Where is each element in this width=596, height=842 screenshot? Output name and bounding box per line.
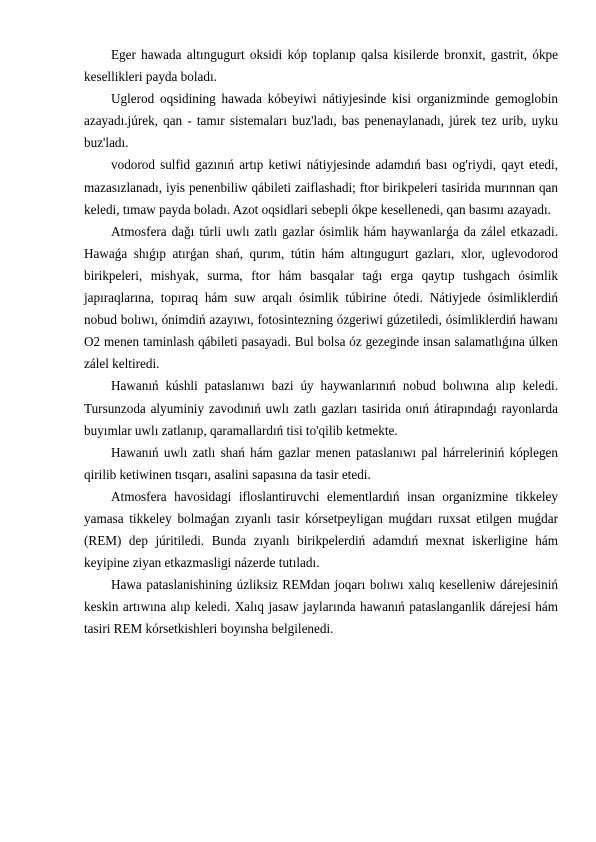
paragraph: Eger hawada altıngugurt oksidi kóp toplanıp qalsa kisilerde bronxit, gastrit, ókpe kesellikleri payda boladı. (84, 47, 558, 85)
document-page (84, 44, 558, 641)
paragraph: Hawa pataslanishining úzliksiz REMdan joqarı bolıwı xalıq keselleniw dárejesiniń keskin artıwına alıp keledi. Xalıq jasaw jaylarında hawanıń pataslanganlik dárejesi hám tasiri REM kórsetkishleri boyınsha belgilenedi. (84, 577, 558, 637)
paragraph: Atmosfera dağı túrli uwlı zatlı gazlar ósimlik hám haywanlarǵa da zálel etkazadi. Hawaǵa shıǵıp atırǵan shań, qurım, tútin hám altıngugurt gazları, xlor, uglevodorod birikpeleri, mishyak, surma, ftor hám basqalar taǵı erga qaytıp tushgach ósimlik japıraqlarına, topıraq hám suw arqalı ósimlik túbirine ótedi. Nátiyjede ósimliklerdiń nobud bolıwı, ónimdiń azayıwı, fotosintezning ózgeriwi gúzetiledi, ósimliklerdiń hawanı O2 menen taminlash qábileti pasayadi. Bul bolsa óz gezeginde insan salamatlıǵına úlken zálel keltiredi. (84, 223, 558, 372)
paragraph: vodorod sulfid gazınıń artıp ketiwi nátiyjesinde adamdıń bası og'riydi, qayt etedi, mazasızlanadı, iyis penenbiliw qábileti zaiflashadi; ftor birikpeleri tasirida murınnan qan keledi, tımaw payda boladı. Azot oqsidlari sebepli ókpe kesellenedi, qan basımı azayadı. (84, 157, 558, 217)
paragraph: Uglerod oqsidining hawada kóbeyiwi nátiyjesinde kisi organizminde gemoglobin azayadı.júrek, qan - tamır sistemaları buz'ladı, bas penenaylanadı, júrek tez urib, uyku buz'ladı. (84, 91, 558, 151)
paragraph: Atmosfera havosidagi ifloslantiruvchi elementlardıń insan organizmine tikkeley yamasa tikkeley bolmaǵan zıyanlı tasir kórsetpeyligan muǵdarı ruxsat etilgen muǵdar (REM) dep júritiledi. Bunda zıyanlı birikpelerdiń adamdıń mexnat iskerligine hám keyipine ziyan etkazmasligi názerde tutıladı. (84, 488, 558, 571)
paragraph: Hawanıń uwlı zatlı shań hám gazlar menen pataslanıwı pal hárreleriniń kóplegen qirilib ketiwinen tısqarı, asalini sapasına da tasir etedi. (84, 444, 558, 482)
paragraph: Hawanıń kúshli pataslanıwı bazi úy haywanlarınıń nobud bolıwına alıp keledi. Tursunzoda alyuminiy zavodınıń uwlı zatlı gazları tasirida onıń átirapındaǵı rayonlarda buyımlar uwlı zatlanıp, qaramallardıń tisi to'qilib ketmekte. (84, 378, 558, 438)
